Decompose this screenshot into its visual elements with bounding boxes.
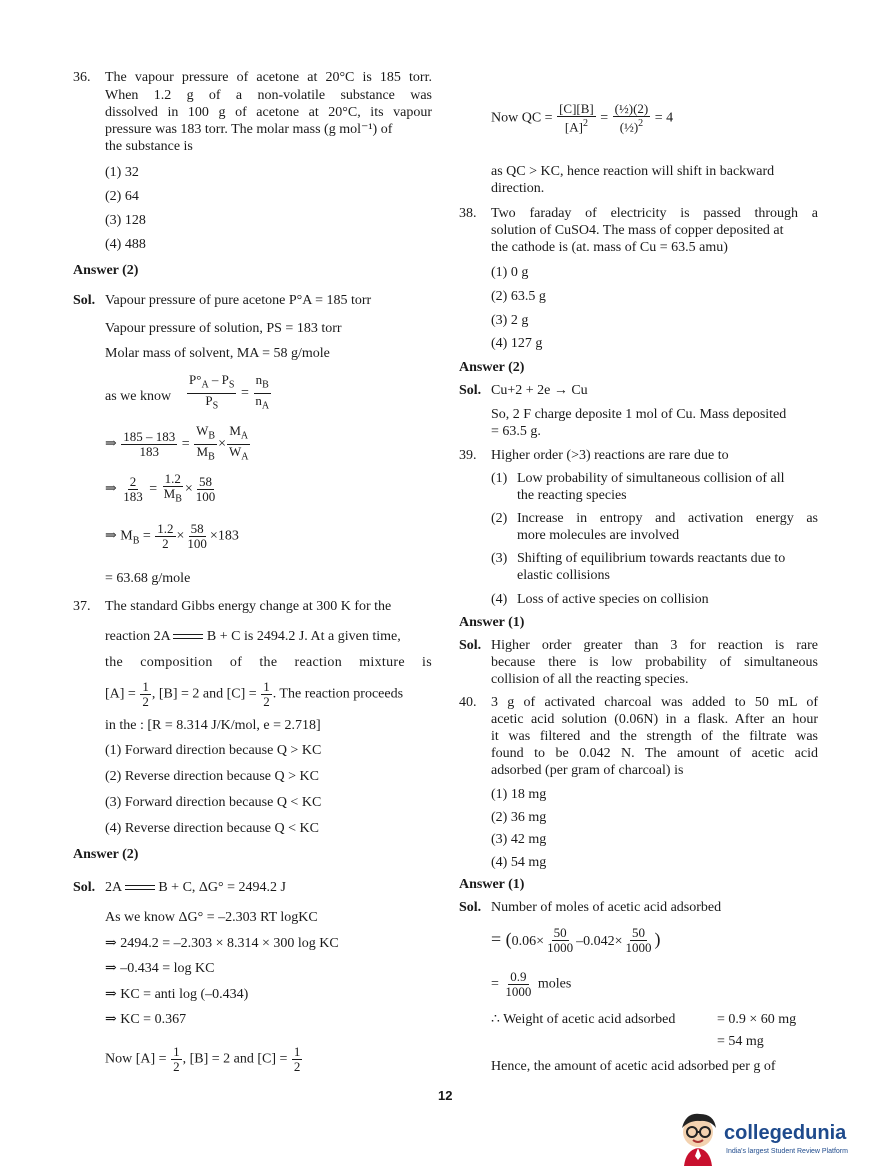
question-text: [A] = $\frac{1}{2}$ , [B] = 2 and [C] = $\frac{1}{2}$ . The reaction proceeds: [105, 679, 404, 709]
page-number: 12: [438, 1088, 453, 1103]
solution-line: as QC > KC, hence reaction will shift in backward: [491, 164, 775, 179]
mascot-icon: [676, 1108, 722, 1166]
question-text: it was filtered and the strength of the filtrate was: [491, 729, 818, 744]
solution-line: because there is low probability of simultaneous: [491, 655, 818, 670]
question-text: the cathode is (at. mass of Cu = 63.5 amu): [491, 240, 728, 255]
option: Loss of active species on collision: [517, 592, 709, 607]
question-text: solution of CuSO4. The mass of copper deposited at: [491, 223, 784, 238]
option: Low probability of simultaneous collision of all: [517, 471, 785, 486]
question-text: dissolved in 100 g of acetone at 20°C, its vapour: [105, 105, 432, 120]
question-text: Two faraday of electricity is passed through a: [491, 206, 818, 221]
option: (4) 488: [105, 237, 146, 252]
answer-label: Answer (2): [73, 263, 139, 278]
question-text: The standard Gibbs energy change at 300 K for the: [105, 599, 392, 614]
solution-line: Number of moles of acetic acid adsorbed: [491, 900, 722, 915]
option: (1) 0 g: [491, 265, 529, 280]
brand-tagline: India's largest Student Review Platform: [726, 1148, 848, 1155]
question-text: reaction 2A B + C is 2494.2 J. At a given time,: [105, 629, 401, 644]
brand-name: collegedunia: [724, 1122, 847, 1144]
option: (3) 42 mg: [491, 832, 547, 847]
question-text: pressure was 183 torr. The molar mass (g mol⁻¹) of: [105, 122, 393, 137]
solution-line: Cu+2 + 2e → Cu: [491, 383, 588, 398]
option: (3) 2 g: [491, 313, 529, 328]
solution-line: ⇒ –0.434 = log KC: [105, 961, 215, 976]
option: (2) Reverse direction because Q > KC: [105, 769, 319, 784]
option: elastic collisions: [517, 568, 610, 583]
option-number: (2): [491, 511, 508, 526]
question-number: 37.: [73, 599, 91, 614]
solution-line: ⇒ KC = anti log (–0.434): [105, 987, 249, 1002]
option: (4) 54 mg: [491, 855, 547, 870]
option: (2) 64: [105, 189, 139, 204]
answer-label: Answer (1): [459, 615, 525, 630]
brand-logo: [676, 1108, 856, 1168]
formula-step: ⇒ $M_B$ = $\frac{1.2}{2}$ × $\frac{58}{100}$ ×183: [105, 521, 239, 551]
solution-line: = 63.5 g.: [491, 424, 541, 439]
option-number: (4): [491, 592, 508, 607]
option: Increase in entropy and activation energy as: [517, 511, 818, 526]
formula-moles: = (0.06× $\frac{50}{1000}$ –0.042× $\frac{50}{1000}$ ): [491, 925, 661, 956]
option: (1) Forward direction because Q > KC: [105, 743, 322, 758]
answer-label: Answer (2): [73, 847, 139, 862]
solution-line: Hence, the amount of acetic acid adsorbed per g of: [491, 1059, 776, 1074]
option: more molecules are involved: [517, 528, 680, 543]
solution-line: ⇒ KC = 0.367: [105, 1012, 187, 1027]
question-text: acetic acid solution (0.06N) in a flask. After an hour: [491, 712, 818, 727]
option: Shifting of equilibrium towards reactants due to: [517, 551, 786, 566]
solution-line: As we know ΔG° = –2.303 RT logKC: [105, 910, 318, 925]
solution-label: Sol.: [459, 383, 482, 398]
solution-value: = 54 mg: [717, 1034, 764, 1049]
solution-line: ∴ Weight of acetic acid adsorbed: [491, 1012, 676, 1027]
option: (2) 63.5 g: [491, 289, 546, 304]
option: (2) 36 mg: [491, 810, 547, 825]
solution-value: = 0.9 × 60 mg: [717, 1012, 797, 1027]
solution-line: Now [A] = $\frac{1}{2}$ , [B] = 2 and [C] = $\frac{1}{2}$: [105, 1044, 301, 1074]
option: (1) 32: [105, 165, 139, 180]
question-text: the composition of the reaction mixture is: [105, 655, 432, 670]
solution-line: Higher order greater than 3 for reaction is rare: [491, 638, 818, 653]
option: the reacting species: [517, 488, 627, 503]
solution-line: as we know: [105, 389, 172, 404]
question-text: found to be 0.042 N. The amount of acetic acid: [491, 746, 818, 761]
option: (1) 18 mg: [491, 787, 547, 802]
formula-step: ⇒ $\frac{2}{183}$ = $\frac{1.2}{M_B}$ × $\frac{58}{100}$: [105, 471, 216, 505]
question-text: 3 g of activated charcoal was added to 50 mL of: [491, 695, 818, 710]
formula-moles-result: = $\frac{0.9}{1000}$ moles: [491, 969, 572, 999]
option: (3) Forward direction because Q < KC: [105, 795, 322, 810]
qc-formula: Now QC = $\frac{[C][B]}{[A]^2}$ = $\frac{\text{(½)(2)}}{(\frac{1}{2})^2}$ = 4: [491, 101, 674, 135]
solution-line: direction.: [491, 181, 545, 196]
option-number: (1): [491, 471, 508, 486]
formula-raoult: $\frac{P^\circ_A - P_S}{P_S}$ = $\frac{n_B}{n_A}$: [189, 372, 270, 412]
question-number: 36.: [73, 70, 91, 85]
question-number: 38.: [459, 206, 477, 221]
solution-label: Sol.: [73, 880, 96, 895]
question-text: adsorbed (per gram of charcoal) is: [491, 763, 684, 778]
question-text: The vapour pressure of acetone at 20°C is 185 torr.: [105, 70, 432, 85]
question-number: 40.: [459, 695, 477, 710]
question-text: Higher order (>3) reactions are rare due to: [491, 448, 729, 463]
question-number: 39.: [459, 448, 477, 463]
solution-line: So, 2 F charge deposite 1 mol of Cu. Mass deposited: [491, 407, 787, 422]
option: (4) 127 g: [491, 336, 543, 351]
solution-label: Sol.: [73, 293, 96, 308]
solution-line: ⇒ 2494.2 = –2.303 × 8.314 × 300 log KC: [105, 936, 339, 951]
question-text: in the : [R = 8.314 J/K/mol, e = 2.718]: [105, 718, 321, 733]
answer-label: Answer (2): [459, 360, 525, 375]
option: (3) 128: [105, 213, 146, 228]
formula-step: ⇒ $\frac{185 - 183}{183}$ = $\frac{W_B}{M_B}$ × $\frac{M_A}{W_A}$: [105, 423, 249, 463]
answer-label: Answer (1): [459, 877, 525, 892]
solution-label: Sol.: [459, 638, 482, 653]
question-text: When 1.2 g of a non-volatile substance was: [105, 88, 432, 103]
solution-line: collision of all the reacting species.: [491, 672, 689, 687]
option: (4) Reverse direction because Q < KC: [105, 821, 319, 836]
solution-label: Sol.: [459, 900, 482, 915]
solution-line: Molar mass of solvent, MA = 58 g/mole: [105, 346, 330, 361]
question-text: the substance is: [105, 139, 193, 154]
solution-line: Vapour pressure of solution, PS = 183 torr: [105, 321, 342, 336]
result: = 63.68 g/mole: [105, 571, 191, 586]
solution-line: 2A B + C, ΔG° = 2494.2 J: [105, 880, 286, 895]
solution-line: Vapour pressure of pure acetone P°A = 185 torr: [105, 293, 372, 308]
option-number: (3): [491, 551, 508, 566]
